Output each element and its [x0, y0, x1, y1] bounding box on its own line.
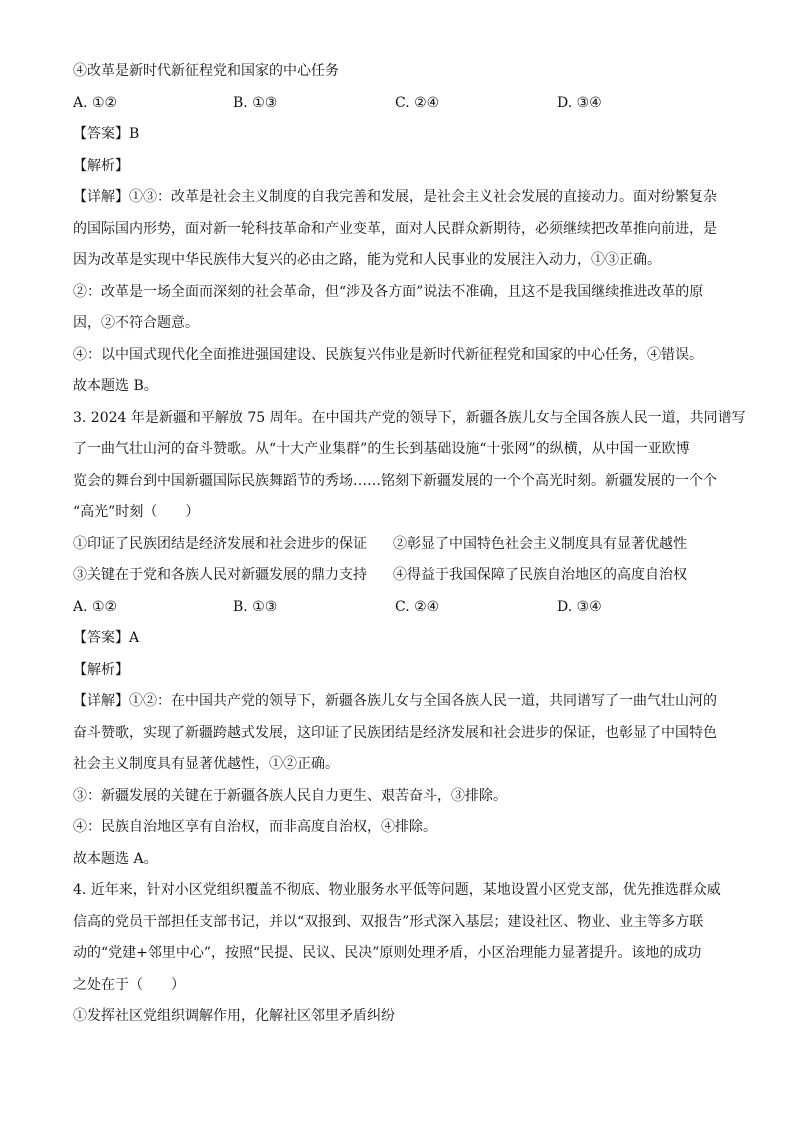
q3-detail-line: 奋斗赞歌，实现了新疆跨越式发展，这印证了民族团结是经济发展和社会进步的保证，也彰显了中国特色 — [73, 724, 717, 741]
q2-choice-b: B. ①③ — [233, 94, 278, 111]
q4-stem-line: 之处在于（ ） — [73, 976, 185, 993]
q4-stem-line: 动的“党建+邻里中心”，按照“民提、民议、民决”原则处理矛盾，小区治理能力显著提升。该地的成功 — [73, 945, 702, 961]
q2-detail-line: ②：改革是一场全面而深刻的社会革命，但“涉及各方面”说法不准确，且这不是我国继续推进改革的原 — [73, 283, 704, 300]
q3-choice-a: A. ①② — [73, 598, 118, 615]
q2-choices — [73, 92, 723, 114]
q3-detail-line: 社会主义制度具有显著优越性，①②正确。 — [73, 756, 339, 772]
q2-choice-c: C. ②④ — [395, 94, 440, 111]
q2-detail-line: 因为改革是实现中华民族伟大复兴的必由之路，能为党和人民事业的发展注入动力，①③正确。 — [73, 252, 661, 268]
q3-stem-line: “高光”时刻（ ） — [73, 504, 200, 520]
q3-choice-d: D. ③④ — [557, 598, 602, 615]
q3-options-row-1 — [73, 533, 723, 555]
q3-conclusion: 故本题选 A。 — [73, 850, 158, 867]
q2-choice-a: A. ①② — [73, 94, 118, 111]
q3-detail-line: ③：新疆发展的关键在于新疆各族人民自力更生、艰苦奋斗，③排除。 — [73, 787, 507, 804]
q2-detail-line: ④：以中国式现代化全面推进强国建设、民族复兴伟业是新时代新征程党和国家的中心任务，④错误。 — [73, 346, 703, 363]
q2-detail-line: 【详解】①③：改革是社会主义制度的自我完善和发展，是社会主义社会发展的直接动力。面对纷繁复杂 — [73, 189, 717, 205]
q3-stem-line: 3. 2024 年是新疆和平解放 75 周年。在中国共产党的领导下，新疆各族儿女与全国各族人民一道，共同谱写 — [73, 409, 746, 426]
q3-detail-line: 【详解】①②：在中国共产党的领导下，新疆各族儿女与全国各族人民一道，共同谱写了一曲气壮山河的 — [73, 693, 717, 709]
q2-analysis-label: 【解析】 — [73, 157, 129, 174]
q2-choice-d: D. ③④ — [557, 94, 602, 111]
q2-detail-line: 的国际国内形势，面对新一轮科技革命和产业变革，面对人民群众新期待，必须继续把改革推向前进，是 — [73, 220, 717, 237]
q2-detail-line: 因，②不符合题意。 — [73, 315, 199, 331]
q4-option-1: ①发挥社区党组织调解作用，化解社区邻里矛盾纠纷 — [73, 1008, 395, 1024]
q3-choices — [73, 596, 723, 618]
q3-option-3: ③关键在于党和各族人民对新疆发展的鼎力支持 — [73, 567, 367, 583]
q3-answer: 【答案】A — [73, 630, 140, 646]
document-page — [73, 60, 746, 1037]
q3-option-2: ②彰显了中国特色社会主义制度具有显著优越性 — [393, 535, 687, 552]
q3-analysis-label: 【解析】 — [73, 661, 129, 678]
q2-option-4: ④改革是新时代新征程党和国家的中心任务 — [73, 63, 339, 79]
q3-option-1: ①印证了民族团结是经济发展和社会进步的保证 — [73, 535, 367, 552]
q2-answer: 【答案】B — [73, 126, 140, 142]
q3-detail-line: ④：民族自治地区享有自治权，而非高度自治权，④排除。 — [73, 819, 437, 835]
q3-stem-line: 了一曲气壮山河的奋斗赞歌。从“十大产业集群”的生长到基础设施“十张网”的纵横，从中国一亚欧博 — [73, 441, 690, 457]
q3-choice-c: C. ②④ — [395, 598, 440, 615]
q4-stem-line: 信高的党员干部担任支部书记，并以“双报到、双报告”形式深入基层；建设社区、物业、业主等多方联 — [73, 913, 704, 930]
q3-stem-line: 览会的舞台到中国新疆国际民族舞蹈节的秀场……铭刻下新疆发展的一个个高光时刻。新疆发展的一个个 — [73, 472, 717, 489]
q2-conclusion: 故本题选 B。 — [73, 378, 158, 394]
q3-options-row-2 — [73, 564, 723, 586]
q4-stem-line: 4. 近年来，针对小区党组织覆盖不彻底、物业服务水平低等问题，某地设置小区党支部，优先推选群众威 — [73, 882, 721, 898]
q3-option-4: ④得益于我国保障了民族自治地区的高度自治权 — [393, 567, 687, 583]
q3-choice-b: B. ①③ — [233, 598, 278, 615]
